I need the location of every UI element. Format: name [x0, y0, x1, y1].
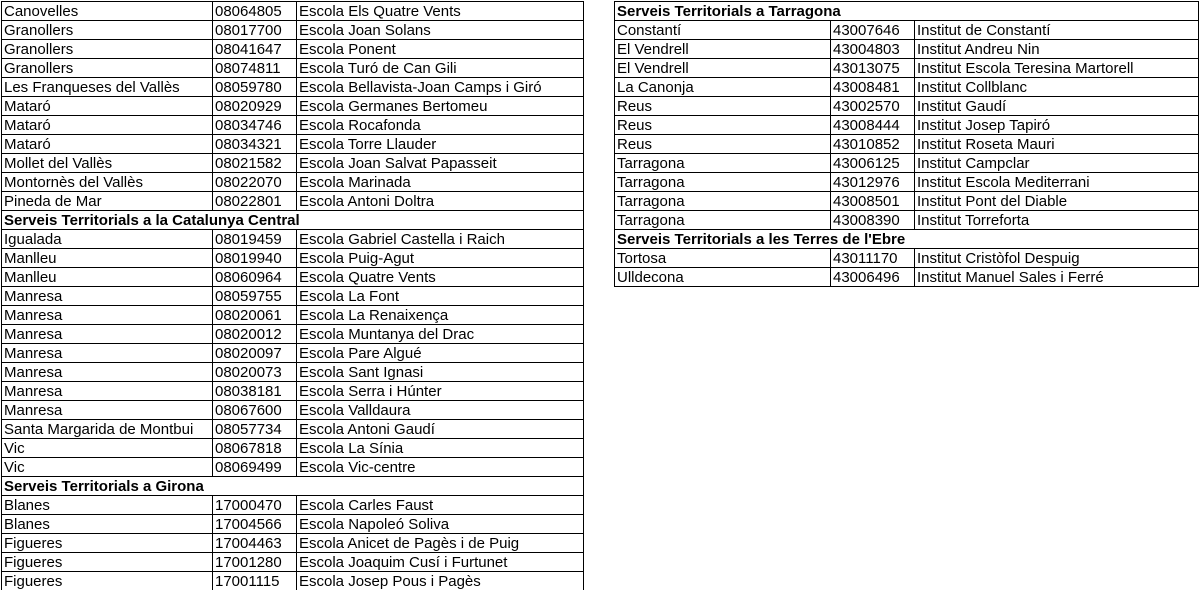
school-name-cell: Escola Torre Llauder	[297, 135, 584, 154]
school-code-cell: 08059755	[213, 287, 297, 306]
school-name-cell: Escola Quatre Vents	[297, 268, 584, 287]
school-code-cell: 43010852	[831, 135, 915, 154]
school-code-cell: 17004463	[213, 534, 297, 553]
school-code-cell: 08041647	[213, 40, 297, 59]
city-cell: Tortosa	[615, 249, 831, 268]
city-cell: Constantí	[615, 21, 831, 40]
table-row	[2, 59, 584, 78]
school-name-cell: Escola Ponent	[297, 40, 584, 59]
schools-table-left	[1, 1, 584, 590]
table-row	[615, 192, 1199, 211]
table-row	[615, 268, 1199, 287]
table-row	[615, 40, 1199, 59]
school-name-cell: Escola Bellavista-Joan Camps i Giró	[297, 78, 584, 97]
school-name-cell: Escola Germanes Bertomeu	[297, 97, 584, 116]
table-row	[2, 496, 584, 515]
school-name-cell: Escola Rocafonda	[297, 116, 584, 135]
city-cell: Reus	[615, 116, 831, 135]
city-cell: Les Franqueses del Vallès	[2, 78, 213, 97]
school-name-cell: Escola Joan Solans	[297, 21, 584, 40]
table-row	[615, 21, 1199, 40]
school-name-cell: Institut Escola Teresina Martorell	[915, 59, 1199, 78]
table-row	[2, 515, 584, 534]
school-name-cell: Institut Cristòfol Despuig	[915, 249, 1199, 268]
school-code-cell: 08038181	[213, 382, 297, 401]
table-row	[2, 135, 584, 154]
city-cell: Mataró	[2, 116, 213, 135]
city-cell: Tarragona	[615, 192, 831, 211]
city-cell: Tarragona	[615, 173, 831, 192]
section-header-row	[615, 2, 1199, 21]
city-cell: El Vendrell	[615, 40, 831, 59]
school-name-cell: Escola Muntanya del Drac	[297, 325, 584, 344]
school-name-cell: Institut Manuel Sales i Ferré	[915, 268, 1199, 287]
school-name-cell: Escola La Font	[297, 287, 584, 306]
city-cell: Figueres	[2, 572, 213, 590]
school-code-cell: 43011170	[831, 249, 915, 268]
school-name-cell: Escola Marinada	[297, 173, 584, 192]
school-name-cell: Institut Roseta Mauri	[915, 135, 1199, 154]
school-name-cell: Escola Puig-Agut	[297, 249, 584, 268]
table-row	[615, 154, 1199, 173]
table-row	[2, 230, 584, 249]
table-row	[615, 59, 1199, 78]
school-code-cell: 08020097	[213, 344, 297, 363]
school-name-cell: Escola Antoni Gaudí	[297, 420, 584, 439]
city-cell: Figueres	[2, 534, 213, 553]
table-row	[2, 534, 584, 553]
table-row	[2, 192, 584, 211]
school-code-cell: 08022070	[213, 173, 297, 192]
table-row	[615, 173, 1199, 192]
table-row	[615, 78, 1199, 97]
school-code-cell: 17001280	[213, 553, 297, 572]
school-code-cell: 43004803	[831, 40, 915, 59]
city-cell: Figueres	[2, 553, 213, 572]
table-row	[2, 249, 584, 268]
city-cell: Manresa	[2, 363, 213, 382]
table-row	[2, 553, 584, 572]
school-code-cell: 08067818	[213, 439, 297, 458]
school-code-cell: 08020929	[213, 97, 297, 116]
city-cell: Manresa	[2, 287, 213, 306]
school-code-cell: 08067600	[213, 401, 297, 420]
school-name-cell: Institut Gaudí	[915, 97, 1199, 116]
school-code-cell: 08074811	[213, 59, 297, 78]
school-code-cell: 43006496	[831, 268, 915, 287]
city-cell: Mataró	[2, 135, 213, 154]
school-name-cell: Institut Collblanc	[915, 78, 1199, 97]
school-code-cell: 08069499	[213, 458, 297, 477]
table-row	[2, 154, 584, 173]
table-row	[2, 97, 584, 116]
school-code-cell: 08057734	[213, 420, 297, 439]
table-row	[2, 401, 584, 420]
school-code-cell: 08021582	[213, 154, 297, 173]
section-title: Serveis Territorials a Girona	[2, 477, 584, 496]
table-row	[2, 458, 584, 477]
city-cell: La Canonja	[615, 78, 831, 97]
city-cell: Granollers	[2, 40, 213, 59]
school-name-cell: Institut Pont del Diable	[915, 192, 1199, 211]
school-name-cell: Escola Gabriel Castella i Raich	[297, 230, 584, 249]
city-cell: Reus	[615, 97, 831, 116]
school-name-cell: Escola Serra i Húnter	[297, 382, 584, 401]
table-row	[2, 420, 584, 439]
table-row	[615, 249, 1199, 268]
table-row	[2, 78, 584, 97]
city-cell: Santa Margarida de Montbui	[2, 420, 213, 439]
school-name-cell: Escola La Sínia	[297, 439, 584, 458]
school-code-cell: 08064805	[213, 2, 297, 21]
school-code-cell: 08020012	[213, 325, 297, 344]
school-name-cell: Escola Josep Pous i Pagès	[297, 572, 584, 590]
city-cell: Mataró	[2, 97, 213, 116]
schools-table-right	[614, 1, 1199, 287]
city-cell: Igualada	[2, 230, 213, 249]
table-row	[615, 116, 1199, 135]
section-title: Serveis Territorials a la Catalunya Central	[2, 211, 584, 230]
city-cell: Mollet del Vallès	[2, 154, 213, 173]
table-row	[615, 211, 1199, 230]
table-row	[2, 306, 584, 325]
city-cell: El Vendrell	[615, 59, 831, 78]
city-cell: Vic	[2, 439, 213, 458]
city-cell: Manresa	[2, 325, 213, 344]
school-code-cell: 43008390	[831, 211, 915, 230]
section-header-row	[2, 211, 584, 230]
school-name-cell: Escola Antoni Doltra	[297, 192, 584, 211]
city-cell: Blanes	[2, 496, 213, 515]
school-code-cell: 08022801	[213, 192, 297, 211]
city-cell: Granollers	[2, 59, 213, 78]
school-name-cell: Escola Joan Salvat Papasseit	[297, 154, 584, 173]
city-cell: Tarragona	[615, 211, 831, 230]
table-row	[2, 344, 584, 363]
school-code-cell: 43012976	[831, 173, 915, 192]
school-name-cell: Institut Josep Tapiró	[915, 116, 1199, 135]
table-row	[2, 173, 584, 192]
school-code-cell: 08017700	[213, 21, 297, 40]
school-name-cell: Escola La Renaixença	[297, 306, 584, 325]
school-code-cell: 08020073	[213, 363, 297, 382]
table-row	[2, 116, 584, 135]
school-code-cell: 08020061	[213, 306, 297, 325]
city-cell: Blanes	[2, 515, 213, 534]
table-row	[2, 382, 584, 401]
school-name-cell: Escola Els Quatre Vents	[297, 2, 584, 21]
section-header-row	[2, 477, 584, 496]
table-row	[615, 97, 1199, 116]
school-name-cell: Escola Napoleó Soliva	[297, 515, 584, 534]
school-name-cell: Escola Anicet de Pagès i de Puig	[297, 534, 584, 553]
school-code-cell: 43008481	[831, 78, 915, 97]
table-row	[2, 439, 584, 458]
city-cell: Manresa	[2, 344, 213, 363]
table-row	[2, 572, 584, 590]
school-code-cell: 08060964	[213, 268, 297, 287]
city-cell: Pineda de Mar	[2, 192, 213, 211]
table-row	[615, 135, 1199, 154]
city-cell: Canovelles	[2, 2, 213, 21]
school-code-cell: 43007646	[831, 21, 915, 40]
school-name-cell: Institut de Constantí	[915, 21, 1199, 40]
city-cell: Manresa	[2, 401, 213, 420]
schools-table-right-body	[615, 2, 1199, 287]
section-title: Serveis Territorials a les Terres de l'Ebre	[615, 230, 1199, 249]
table-row	[2, 363, 584, 382]
city-cell: Reus	[615, 135, 831, 154]
table-row	[2, 2, 584, 21]
section-title: Serveis Territorials a Tarragona	[615, 2, 1199, 21]
school-name-cell: Escola Pare Algué	[297, 344, 584, 363]
school-name-cell: Institut Campclar	[915, 154, 1199, 173]
city-cell: Manlleu	[2, 268, 213, 287]
school-name-cell: Escola Sant Ignasi	[297, 363, 584, 382]
city-cell: Granollers	[2, 21, 213, 40]
school-code-cell: 08034746	[213, 116, 297, 135]
city-cell: Manlleu	[2, 249, 213, 268]
school-code-cell: 08019459	[213, 230, 297, 249]
table-row	[2, 287, 584, 306]
city-cell: Montornès del Vallès	[2, 173, 213, 192]
school-name-cell: Institut Escola Mediterrani	[915, 173, 1199, 192]
school-code-cell: 17001115	[213, 572, 297, 590]
school-code-cell: 08034321	[213, 135, 297, 154]
table-row	[2, 40, 584, 59]
city-cell: Vic	[2, 458, 213, 477]
school-name-cell: Institut Torreforta	[915, 211, 1199, 230]
school-code-cell: 08019940	[213, 249, 297, 268]
school-name-cell: Escola Joaquim Cusí i Furtunet	[297, 553, 584, 572]
school-code-cell: 43002570	[831, 97, 915, 116]
school-code-cell: 43013075	[831, 59, 915, 78]
school-code-cell: 17004566	[213, 515, 297, 534]
city-cell: Ulldecona	[615, 268, 831, 287]
school-code-cell: 43008444	[831, 116, 915, 135]
city-cell: Manresa	[2, 306, 213, 325]
city-cell: Manresa	[2, 382, 213, 401]
city-cell: Tarragona	[615, 154, 831, 173]
school-code-cell: 43008501	[831, 192, 915, 211]
school-name-cell: Escola Turó de Can Gili	[297, 59, 584, 78]
schools-table-left-body	[2, 2, 584, 590]
school-code-cell: 08059780	[213, 78, 297, 97]
school-code-cell: 17000470	[213, 496, 297, 515]
table-row	[2, 325, 584, 344]
school-name-cell: Institut Andreu Nin	[915, 40, 1199, 59]
school-name-cell: Escola Carles Faust	[297, 496, 584, 515]
school-name-cell: Escola Valldaura	[297, 401, 584, 420]
school-name-cell: Escola Vic-centre	[297, 458, 584, 477]
school-code-cell: 43006125	[831, 154, 915, 173]
table-row	[2, 268, 584, 287]
table-row	[2, 21, 584, 40]
section-header-row	[615, 230, 1199, 249]
